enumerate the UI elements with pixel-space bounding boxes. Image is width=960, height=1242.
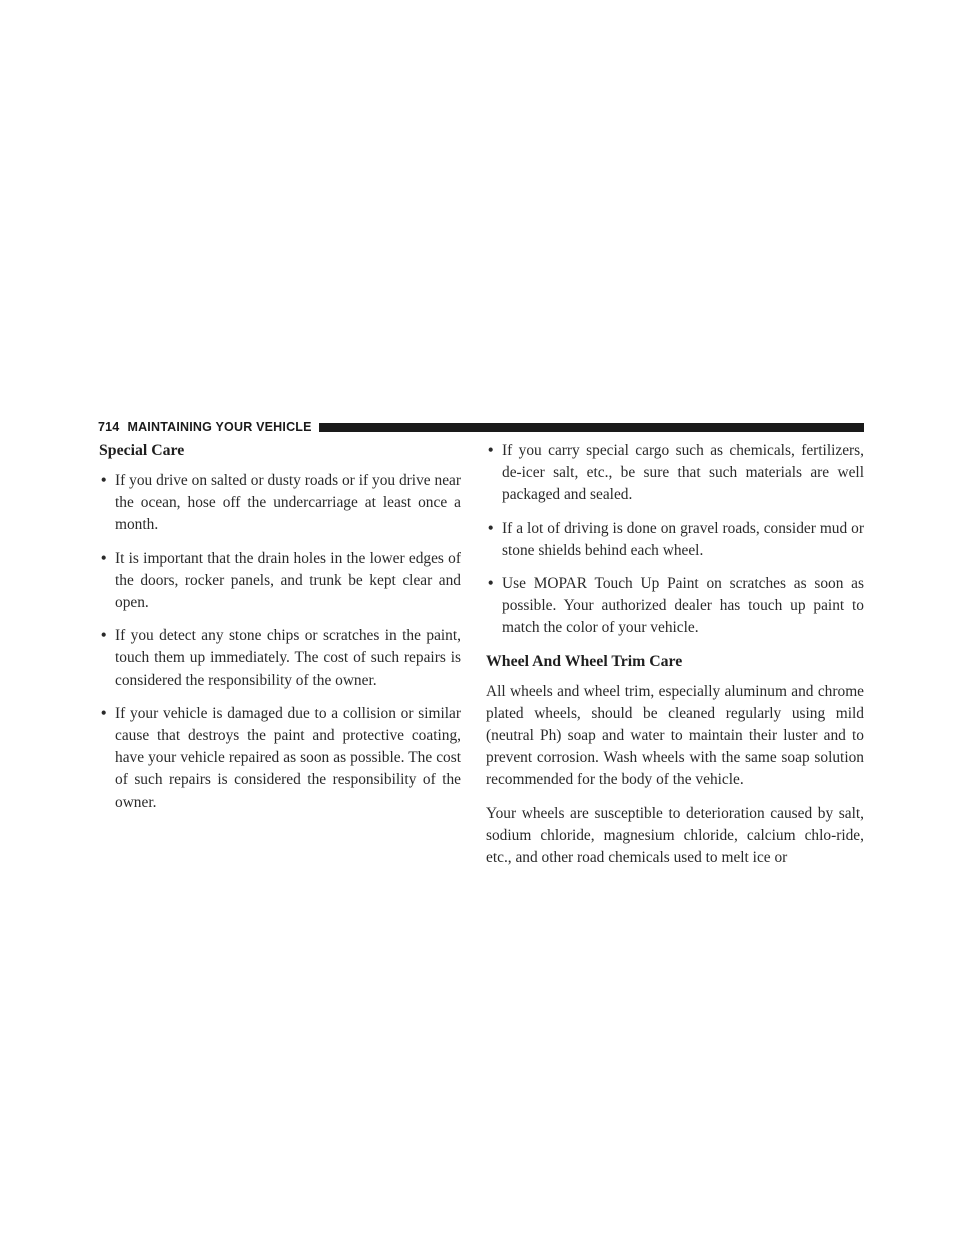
section-title: MAINTAINING YOUR VEHICLE bbox=[127, 420, 312, 434]
bullet-icon: • bbox=[101, 704, 107, 722]
special-care-list bbox=[99, 470, 461, 814]
page-number: 714 bbox=[98, 420, 120, 434]
bullet-icon: • bbox=[488, 442, 494, 459]
wheel-care-heading: Wheel And Wheel Trim Care bbox=[486, 652, 683, 670]
bullet-icon: • bbox=[101, 549, 107, 567]
bullet-icon: • bbox=[101, 627, 107, 645]
list-item bbox=[486, 573, 864, 640]
header-rule bbox=[319, 423, 864, 432]
list-item-text: If a lot of driving is done on gravel roads, consider mud or stone shields behind each wheel. bbox=[502, 519, 864, 559]
page-header bbox=[98, 419, 864, 435]
bullet-icon: • bbox=[101, 472, 107, 489]
special-care-list-continued bbox=[486, 440, 864, 640]
list-item-text: It is important that the drain holes in the lower edges of the doors, rocker panels, and trunk be kept clear and open. bbox=[115, 549, 461, 612]
right-column bbox=[486, 440, 864, 880]
list-item-text: If you drive on salted or dusty roads or if you drive near the ocean, hose off the undercarriage at least once a month. bbox=[115, 472, 461, 534]
bullet-icon: • bbox=[488, 519, 494, 537]
list-item bbox=[99, 703, 461, 814]
list-item-text: If your vehicle is damaged due to a collision or similar cause that destroys the paint and protective coating, have your vehicle repaired as soon as possible. The cost of such repairs is considered the responsibility of the owner. bbox=[115, 704, 461, 811]
special-care-heading: Special Care bbox=[99, 442, 185, 459]
list-item-text: Use MOPAR Touch Up Paint on scratches as soon as possible. Your authorized dealer has touch up paint to match the color of your vehicle. bbox=[502, 575, 864, 637]
list-item bbox=[99, 625, 461, 692]
left-column bbox=[99, 440, 461, 825]
wheel-care-paragraph: All wheels and wheel trim, especially aluminum and chrome plated wheels, should be cleaned regularly using mild (neutral Ph) soap and water to maintain their luster and to prevent corrosion. Wash wheels with the same soap solution recommended for the body of the vehicle. bbox=[486, 682, 864, 789]
bullet-icon: • bbox=[488, 575, 494, 593]
list-item-text: If you carry special cargo such as chemicals, fertilizers, de-icer salt, etc., be sure that such materials are well packaged and sealed. bbox=[502, 442, 864, 504]
list-item bbox=[99, 548, 461, 615]
list-item bbox=[486, 440, 864, 507]
list-item bbox=[486, 518, 864, 562]
list-item bbox=[99, 470, 461, 537]
list-item-text: If you detect any stone chips or scratches in the paint, touch them up immediately. The cost of such repairs is considered the responsibility of the owner. bbox=[115, 627, 461, 689]
wheel-care-paragraph: Your wheels are susceptible to deterioration caused by salt, sodium chloride, magnesium chloride, calcium chlo-ride, etc., and other road chemicals used to melt ice or bbox=[486, 804, 864, 867]
